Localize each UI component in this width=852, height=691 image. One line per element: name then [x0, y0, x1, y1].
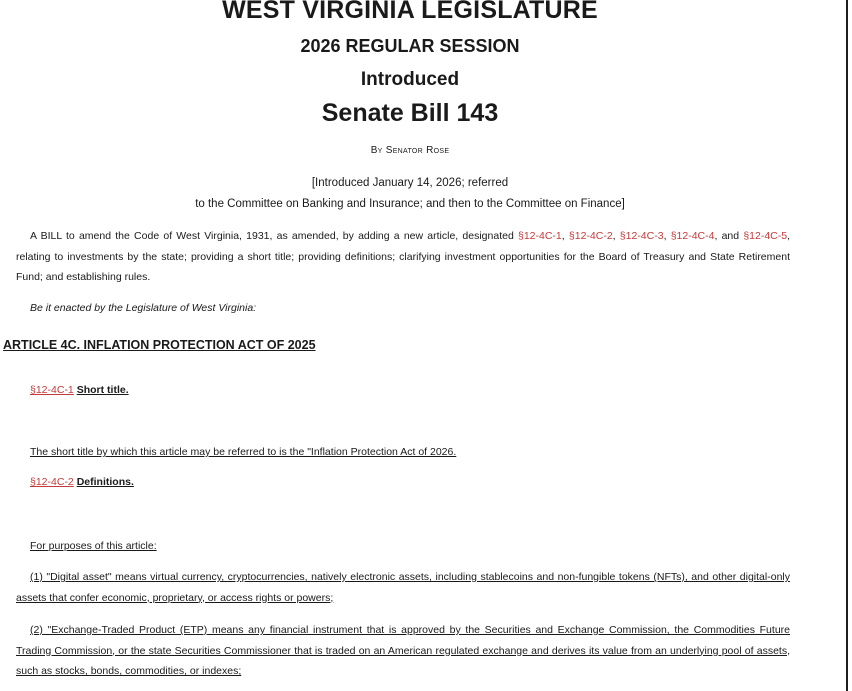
separator: ,	[612, 230, 620, 242]
section-link[interactable]: §12-4C-4	[670, 230, 715, 242]
page-edge-rule	[846, 0, 848, 691]
section-link[interactable]: §12-4C-1	[517, 230, 562, 242]
section-title: Short title.	[76, 384, 129, 396]
separator: , and	[714, 230, 744, 242]
section-heading	[30, 476, 134, 488]
bill-title-paragraph	[16, 226, 790, 288]
bill-status: Introduced	[360, 69, 460, 90]
committee-referral-line: to the Committee on Banking and Insurance; and then to the Committee on Finance]	[195, 198, 625, 210]
definitions-intro: For purposes of this article:	[30, 540, 157, 552]
introduced-date-line: [Introduced January 14, 2026; referred	[311, 177, 509, 189]
section-number-link[interactable]: §12-4C-1	[30, 384, 74, 396]
section-link[interactable]: §12-4C-3	[619, 230, 664, 242]
section-link[interactable]: §12-4C-2	[568, 230, 613, 242]
article-heading: ARTICLE 4C. INFLATION PROTECTION ACT OF 2025	[3, 338, 316, 352]
bill-title: Senate Bill 143	[321, 99, 499, 127]
section-number-link[interactable]: §12-4C-2	[30, 476, 74, 488]
section-link[interactable]: §12-4C-5	[743, 230, 788, 242]
definition-item: (1) "Digital asset" means virtual currency, cryptocurrencies, natively electronic assets, including stablecoins and non-fungible tokens (NFTs), and other digital-only assets that confer economic, proprietary, or access rights or powers;	[16, 571, 790, 604]
short-title-text: The short title by which this article may be referred to is the "Inflation Protection Act of 2026.	[30, 446, 457, 458]
session-heading: 2026 REGULAR SESSION	[300, 36, 520, 56]
legislature-heading: WEST VIRGINIA LEGISLATURE	[222, 0, 598, 24]
enacting-clause: Be it enacted by the Legislature of West Virginia:	[30, 302, 257, 314]
definition-item: (2) "Exchange-Traded Product (ETP) means any financial instrument that is approved by the Securities and Exchange Commission, the Commodities Future Trading Commission, or the state Securities Commissioner that is traded on an American regulated exchange and derives its value from an underlying pool of assets, such as stocks, bonds, commodities, or indexes;	[16, 624, 790, 677]
sponsor-line: By Senator Rose	[370, 145, 450, 156]
section-title: Definitions.	[76, 476, 134, 488]
title-rest-text: , relating to investments by the state; providing a short title; providing definitions; clarifying investment opportunities for the Board of Treasury and State Retirement Fund; and establishing rules.	[16, 230, 791, 283]
title-lead-text: A BILL to amend the Code of West Virginia, 1931, as amended, by adding a new article, designated	[30, 230, 518, 242]
separator: ,	[561, 230, 569, 242]
section-heading	[30, 384, 129, 396]
separator: ,	[663, 230, 671, 242]
